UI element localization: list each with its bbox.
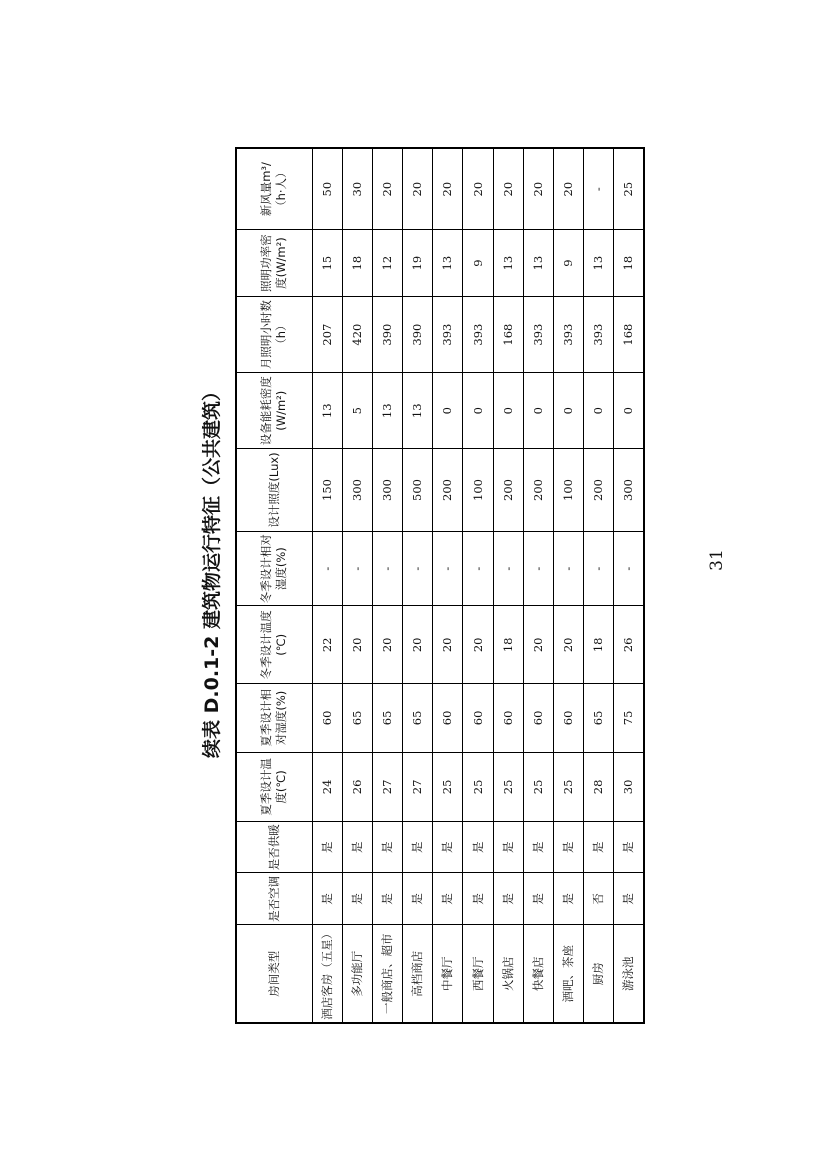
- cell-winter-temp: 20: [342, 606, 372, 684]
- cell-summer-rh: 60: [523, 684, 553, 752]
- cell-illuminance: 500: [403, 449, 433, 532]
- cell-winter-rh: -: [554, 531, 584, 606]
- cell-ac: 是: [614, 873, 644, 925]
- table-row: [312, 148, 342, 1023]
- cell-summer-rh: 60: [493, 684, 523, 752]
- cell-light-hours: 393: [433, 296, 463, 373]
- cell-light-hours: 390: [403, 296, 433, 373]
- cell-light-density: 19: [403, 230, 433, 296]
- cell-light-hours: 207: [312, 296, 342, 373]
- cell-summer-temp: 27: [372, 752, 402, 822]
- cell-ac: 是: [554, 873, 584, 925]
- table-row: [342, 148, 372, 1023]
- cell-equip: 0: [463, 373, 493, 449]
- table-row: [463, 148, 493, 1023]
- cell-ac: 是: [372, 873, 402, 925]
- cell-light-density: 13: [523, 230, 553, 296]
- cell-illuminance: 200: [523, 449, 553, 532]
- cell-light-hours: 420: [342, 296, 372, 373]
- rotated-table-container: [235, 147, 643, 1024]
- cell-winter-temp: 18: [584, 606, 614, 684]
- cell-equip: 5: [342, 373, 372, 449]
- cell-summer-temp: 25: [554, 752, 584, 822]
- cell-heating: 是: [342, 822, 372, 873]
- cell-heating: 是: [463, 822, 493, 873]
- cell-summer-rh: 60: [463, 684, 493, 752]
- cell-summer-temp: 24: [312, 752, 342, 822]
- cell-fresh-air: 50: [312, 148, 342, 230]
- table-row: [403, 148, 433, 1023]
- cell-winter-temp: 20: [463, 606, 493, 684]
- cell-fresh-air: 20: [554, 148, 584, 230]
- cell-summer-temp: 27: [403, 752, 433, 822]
- cell-summer-temp: 25: [523, 752, 553, 822]
- header-illuminance: 设计照度(Lux): [236, 449, 312, 532]
- cell-fresh-air: 20: [372, 148, 402, 230]
- table-row: [493, 148, 523, 1023]
- table-row: [584, 148, 614, 1023]
- cell-winter-rh: -: [614, 531, 644, 606]
- header-row: [236, 148, 312, 1023]
- cell-summer-rh: 60: [433, 684, 463, 752]
- cell-heating: 是: [523, 822, 553, 873]
- cell-heating: 是: [312, 822, 342, 873]
- header-light-density: 照明功率密度(W/m²): [236, 230, 312, 296]
- cell-equip: 0: [493, 373, 523, 449]
- cell-ac: 是: [523, 873, 553, 925]
- cell-equip: 13: [372, 373, 402, 449]
- cell-fresh-air: 20: [493, 148, 523, 230]
- cell-summer-rh: 65: [342, 684, 372, 752]
- header-summer-rh: 夏季设计相对湿度(%): [236, 684, 312, 752]
- cell-room-type: 多功能厅: [342, 925, 372, 1023]
- cell-winter-rh: -: [493, 531, 523, 606]
- cell-room-type: 高档商店: [403, 925, 433, 1023]
- cell-ac: 否: [584, 873, 614, 925]
- cell-summer-rh: 65: [403, 684, 433, 752]
- cell-heating: 是: [584, 822, 614, 873]
- cell-room-type: 快餐店: [523, 925, 553, 1023]
- cell-summer-temp: 26: [342, 752, 372, 822]
- cell-room-type: 游泳池: [614, 925, 644, 1023]
- cell-winter-rh: -: [342, 531, 372, 606]
- cell-equip: 0: [433, 373, 463, 449]
- cell-room-type: 火锅店: [493, 925, 523, 1023]
- cell-light-hours: 168: [493, 296, 523, 373]
- table-row: [614, 148, 644, 1023]
- cell-fresh-air: -: [584, 148, 614, 230]
- cell-illuminance: 200: [584, 449, 614, 532]
- cell-light-hours: 393: [523, 296, 553, 373]
- cell-winter-temp: 22: [312, 606, 342, 684]
- cell-summer-temp: 25: [493, 752, 523, 822]
- cell-fresh-air: 25: [614, 148, 644, 230]
- cell-light-hours: 168: [614, 296, 644, 373]
- cell-room-type: 酒吧、茶座: [554, 925, 584, 1023]
- cell-light-density: 9: [554, 230, 584, 296]
- cell-fresh-air: 20: [433, 148, 463, 230]
- cell-summer-temp: 30: [614, 752, 644, 822]
- cell-light-density: 13: [433, 230, 463, 296]
- header-room-type: 房间类型: [236, 925, 312, 1023]
- cell-ac: 是: [403, 873, 433, 925]
- cell-winter-temp: 18: [493, 606, 523, 684]
- cell-summer-temp: 28: [584, 752, 614, 822]
- cell-winter-temp: 20: [403, 606, 433, 684]
- cell-winter-rh: -: [403, 531, 433, 606]
- header-winter-temp: 冬季设计温度(℃): [236, 606, 312, 684]
- header-light-hours: 月照明小时数（h）: [236, 296, 312, 373]
- table-title-text: 续表 D.0.1-2 建筑物运行特征（公共建筑）: [200, 382, 223, 758]
- cell-heating: 是: [554, 822, 584, 873]
- cell-equip: 13: [403, 373, 433, 449]
- cell-winter-rh: -: [433, 531, 463, 606]
- header-equip-density: 设备能耗密度(W/m²): [236, 373, 312, 449]
- cell-light-density: 9: [463, 230, 493, 296]
- cell-summer-rh: 60: [312, 684, 342, 752]
- cell-summer-temp: 25: [463, 752, 493, 822]
- cell-winter-rh: -: [584, 531, 614, 606]
- cell-light-density: 18: [614, 230, 644, 296]
- cell-room-type: 厨房: [584, 925, 614, 1023]
- cell-room-type: 酒店客房（五星）: [312, 925, 342, 1023]
- header-fresh-air: 新风量m³/（h·人）: [236, 148, 312, 230]
- cell-winter-temp: 26: [614, 606, 644, 684]
- cell-illuminance: 150: [312, 449, 342, 532]
- cell-fresh-air: 20: [403, 148, 433, 230]
- cell-summer-rh: 65: [584, 684, 614, 752]
- cell-heating: 是: [433, 822, 463, 873]
- cell-illuminance: 200: [493, 449, 523, 532]
- cell-summer-rh: 75: [614, 684, 644, 752]
- page-number-text: 31: [707, 549, 727, 571]
- cell-light-hours: 393: [554, 296, 584, 373]
- cell-illuminance: 300: [614, 449, 644, 532]
- cell-fresh-air: 20: [463, 148, 493, 230]
- table-row: [523, 148, 553, 1023]
- cell-ac: 是: [312, 873, 342, 925]
- page-number: [697, 540, 737, 580]
- cell-equip: 0: [523, 373, 553, 449]
- cell-heating: 是: [493, 822, 523, 873]
- cell-illuminance: 300: [372, 449, 402, 532]
- cell-light-density: 12: [372, 230, 402, 296]
- cell-room-type: 一般商店、超市: [372, 925, 402, 1023]
- cell-light-hours: 390: [372, 296, 402, 373]
- cell-light-hours: 393: [463, 296, 493, 373]
- cell-heating: 是: [614, 822, 644, 873]
- cell-equip: 13: [312, 373, 342, 449]
- cell-summer-temp: 25: [433, 752, 463, 822]
- cell-light-density: 18: [342, 230, 372, 296]
- cell-light-density: 15: [312, 230, 342, 296]
- cell-light-density: 13: [493, 230, 523, 296]
- cell-heating: 是: [372, 822, 402, 873]
- cell-winter-temp: 20: [523, 606, 553, 684]
- cell-equip: 0: [614, 373, 644, 449]
- cell-fresh-air: 20: [523, 148, 553, 230]
- cell-light-density: 13: [584, 230, 614, 296]
- cell-room-type: 中餐厅: [433, 925, 463, 1023]
- header-ac: 是否空调: [236, 873, 312, 925]
- cell-equip: 0: [584, 373, 614, 449]
- operation-characteristics-table: [235, 147, 645, 1024]
- cell-room-type: 西餐厅: [463, 925, 493, 1023]
- table-title: [190, 370, 230, 770]
- cell-ac: 是: [463, 873, 493, 925]
- cell-illuminance: 300: [342, 449, 372, 532]
- table-row: [433, 148, 463, 1023]
- cell-winter-temp: 20: [433, 606, 463, 684]
- cell-ac: 是: [433, 873, 463, 925]
- cell-winter-rh: -: [372, 531, 402, 606]
- cell-summer-rh: 60: [554, 684, 584, 752]
- header-winter-rh: 冬季设计相对湿度(%): [236, 531, 312, 606]
- cell-winter-temp: 20: [372, 606, 402, 684]
- header-summer-temp: 夏季设计温度(℃): [236, 752, 312, 822]
- cell-illuminance: 100: [463, 449, 493, 532]
- cell-winter-rh: -: [312, 531, 342, 606]
- cell-illuminance: 200: [433, 449, 463, 532]
- cell-light-hours: 393: [584, 296, 614, 373]
- table-row: [554, 148, 584, 1023]
- cell-heating: 是: [403, 822, 433, 873]
- header-heating: 是否供暖: [236, 822, 312, 873]
- cell-winter-temp: 20: [554, 606, 584, 684]
- cell-equip: 0: [554, 373, 584, 449]
- cell-ac: 是: [493, 873, 523, 925]
- table-row: [372, 148, 402, 1023]
- cell-summer-rh: 65: [372, 684, 402, 752]
- cell-illuminance: 100: [554, 449, 584, 532]
- cell-ac: 是: [342, 873, 372, 925]
- cell-fresh-air: 30: [342, 148, 372, 230]
- cell-winter-rh: -: [463, 531, 493, 606]
- cell-winter-rh: -: [523, 531, 553, 606]
